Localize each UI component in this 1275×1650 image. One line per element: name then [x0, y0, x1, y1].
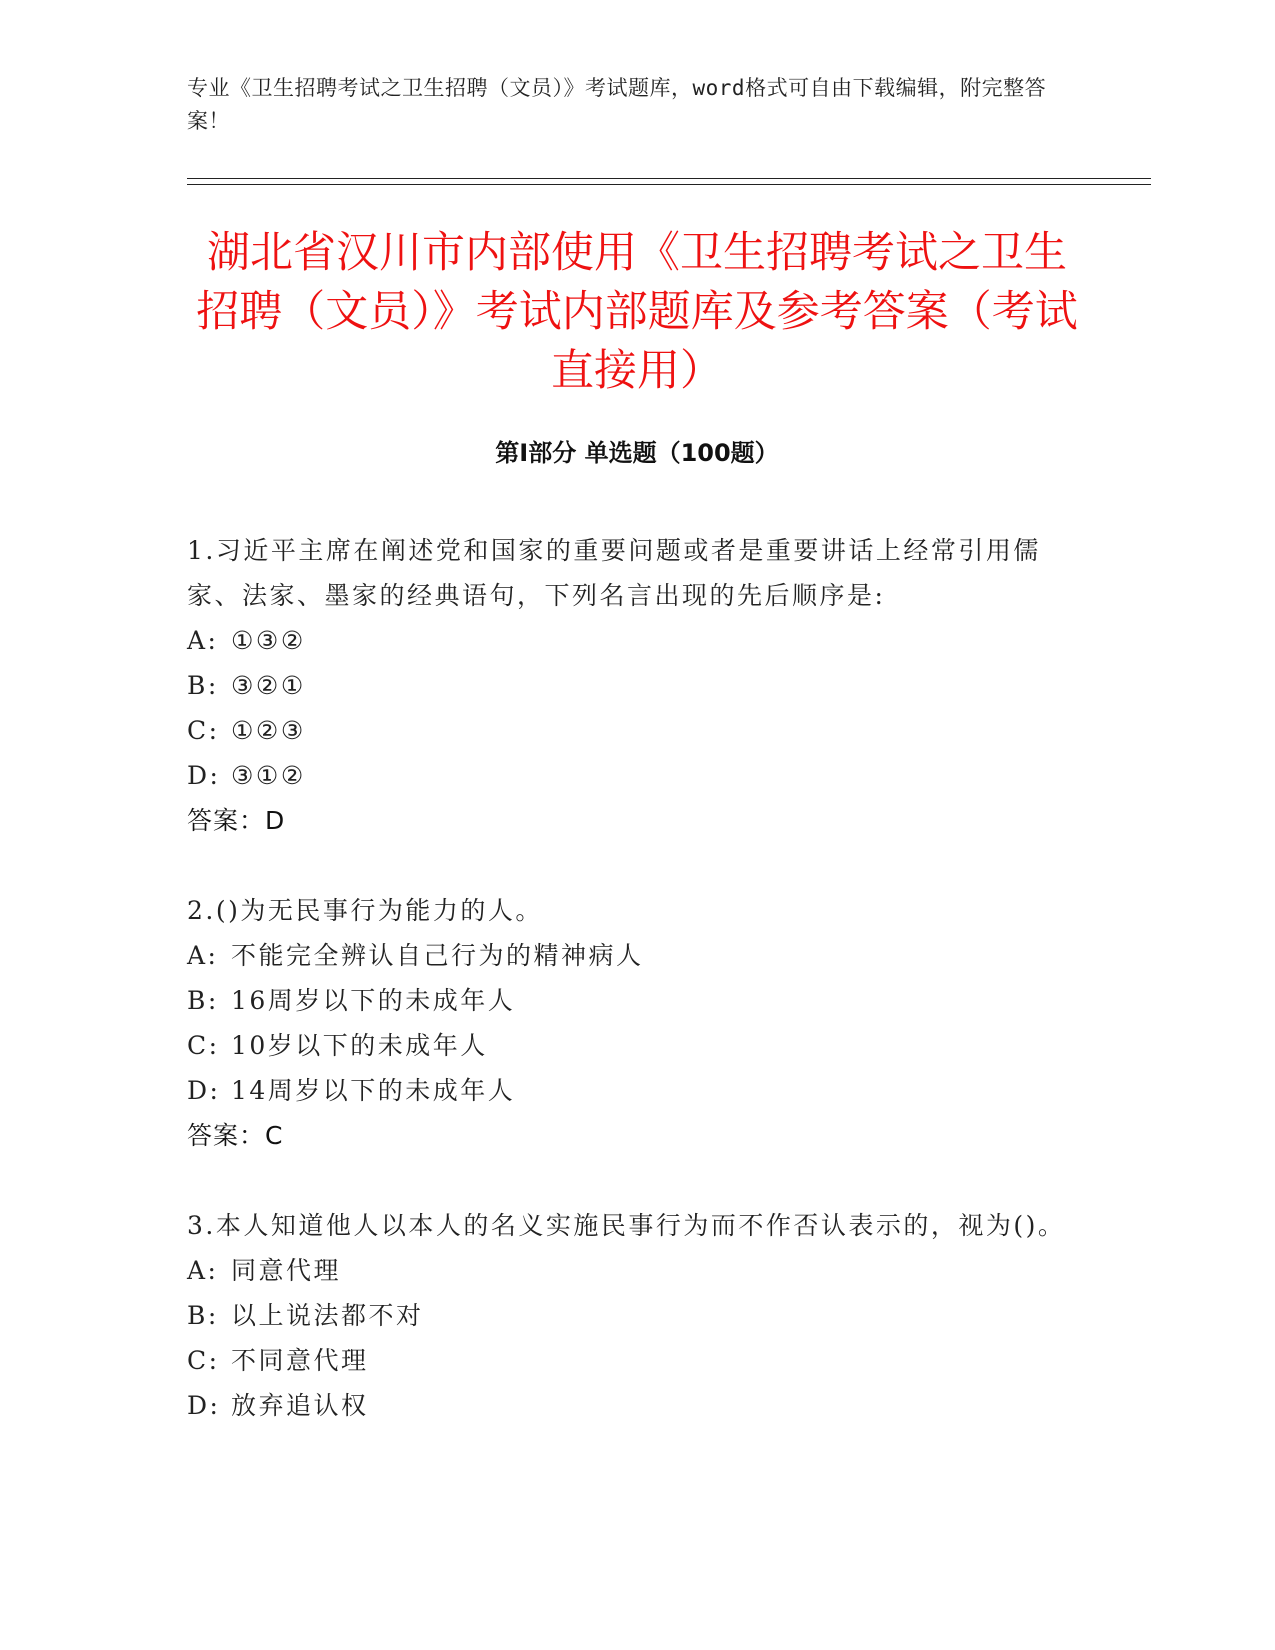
header-divider — [187, 178, 1151, 185]
option-text: 不能完全辨认自己行为的精神病人 — [231, 941, 644, 970]
option-letter: D: — [187, 1076, 221, 1105]
option-d — [187, 1383, 1087, 1428]
option-c — [187, 708, 1087, 753]
option-text: 同意代理 — [231, 1256, 342, 1285]
option-b — [187, 978, 1087, 1023]
option-letter: D: — [187, 1391, 221, 1420]
option-letter: C: — [187, 716, 220, 745]
section-heading: 第Ⅰ部分 单选题（100题） — [495, 439, 779, 467]
option-letter: A: — [187, 1256, 219, 1285]
option-text: 14周岁以下的未成年人 — [231, 1076, 516, 1105]
document-title: 湖北省汉川市内部使用《卫生招聘考试之卫生招聘（文员）》考试内部题库及参考答案（考试直接用） — [196, 228, 1078, 396]
option-a — [187, 618, 1087, 663]
option-text: ③①② — [231, 761, 306, 790]
option-text: 10岁以下的未成年人 — [231, 1031, 488, 1060]
question-1 — [187, 528, 1087, 843]
option-text: 以上说法都不对 — [231, 1301, 424, 1330]
option-letter: C: — [187, 1346, 220, 1375]
question-2 — [187, 888, 1087, 1158]
question-3 — [187, 1203, 1087, 1428]
question-list — [187, 528, 1087, 1473]
option-letter: C: — [187, 1031, 220, 1060]
option-text: ①③② — [231, 626, 306, 655]
question-stem: 2.()为无民事行为能力的人。 — [187, 896, 543, 925]
option-b — [187, 1293, 1087, 1338]
option-letter: B: — [187, 671, 219, 700]
option-letter: B: — [187, 1301, 219, 1330]
option-letter: D: — [187, 761, 221, 790]
option-c — [187, 1023, 1087, 1068]
answer-line: 答案：D — [187, 806, 286, 835]
option-d — [187, 1068, 1087, 1113]
option-text: ③②① — [231, 671, 306, 700]
option-text: ①②③ — [231, 716, 306, 745]
option-a — [187, 933, 1087, 978]
option-text: 16周岁以下的未成年人 — [231, 986, 516, 1015]
option-b — [187, 663, 1087, 708]
answer-line: 答案：C — [187, 1121, 284, 1150]
question-stem: 3.本人知道他人以本人的名义实施民事行为而不作否认表示的，视为()。 — [187, 1211, 1066, 1240]
question-stem: 1.习近平主席在阐述党和国家的重要问题或者是重要讲话上经常引用儒家、法家、墨家的经典语句，下列名言出现的先后顺序是: — [187, 536, 1041, 610]
option-a — [187, 1248, 1087, 1293]
option-text: 不同意代理 — [231, 1346, 369, 1375]
option-letter: B: — [187, 986, 219, 1015]
option-c — [187, 1338, 1087, 1383]
option-text: 放弃追认权 — [231, 1391, 369, 1420]
option-letter: A: — [187, 941, 219, 970]
option-d — [187, 753, 1087, 798]
header-note: 专业《卫生招聘考试之卫生招聘（文员）》考试题库，word格式可自由下载编辑，附完整答案！ — [187, 76, 1047, 133]
option-letter: A: — [187, 626, 219, 655]
